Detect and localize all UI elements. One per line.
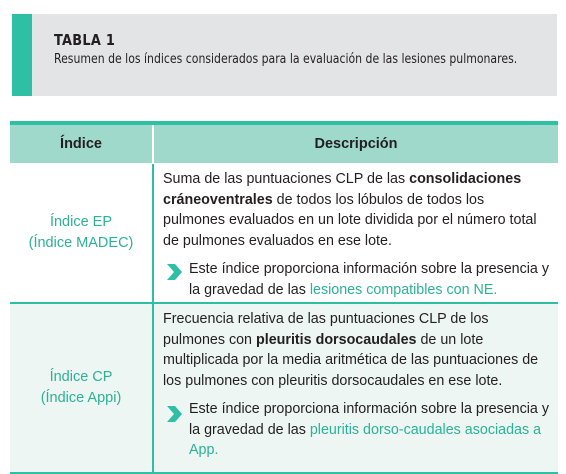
description-text-start: Suma de las puntuaciones CLP de las [163, 171, 410, 187]
description-text-end: de un lote multiplicada por la media aritmética de las puntuaciones de los pulmones con pleuritis dorsocaudales en ese lote. [163, 331, 539, 389]
table-row [10, 303, 558, 473]
table-caption: Resumen de los índices considerados para la evaluación de las lesiones pulmonares. [54, 52, 518, 67]
index-cell [10, 164, 153, 304]
note [154, 251, 558, 300]
column-header-descripcion: Descripción [153, 123, 558, 164]
description-text-start: Frecuencia relativa de las puntuaciones CLP de los pulmones con [163, 311, 489, 348]
description-text-end: de todos los lóbulos de todos los pulmones evaluados en un lote dividida por el número total de pulmones evaluados en ese lote. [163, 191, 537, 249]
note-highlight: pleuritis dorso-caudales asociadas a App. [189, 421, 542, 458]
table-header-row [10, 123, 558, 164]
note [154, 391, 558, 461]
note-highlight: lesiones compatibles con NE. [309, 281, 498, 298]
column-header-indice: Índice [10, 123, 153, 164]
accent-bar [12, 14, 32, 96]
index-alias: (Índice Appi) [40, 390, 122, 406]
note-text: Este índice proporciona información sobre la presencia y la gravedad de las [189, 401, 549, 438]
description-keyword: pleuritis dorsocaudales [256, 331, 417, 348]
index-cell [10, 303, 153, 473]
description-cell [153, 164, 558, 304]
chevron-right-icon [164, 404, 184, 424]
description-cell [153, 303, 558, 473]
indices-table [10, 121, 558, 474]
description-text [154, 304, 558, 391]
chevron-right-icon [164, 262, 184, 282]
description-text [154, 164, 558, 251]
table-label: TABLA 1 [54, 31, 116, 49]
note-text: Este índice proporciona información sobre la presencia y la gravedad de las [189, 261, 549, 298]
index-name: Índice EP [49, 214, 113, 230]
table-row [10, 164, 558, 304]
description-keyword: consolidaciones cráneoventrales [163, 171, 522, 208]
table-caption-box [12, 14, 557, 96]
index-name: Índice CP [49, 369, 113, 385]
index-alias: (Índice MADEC) [28, 235, 134, 251]
